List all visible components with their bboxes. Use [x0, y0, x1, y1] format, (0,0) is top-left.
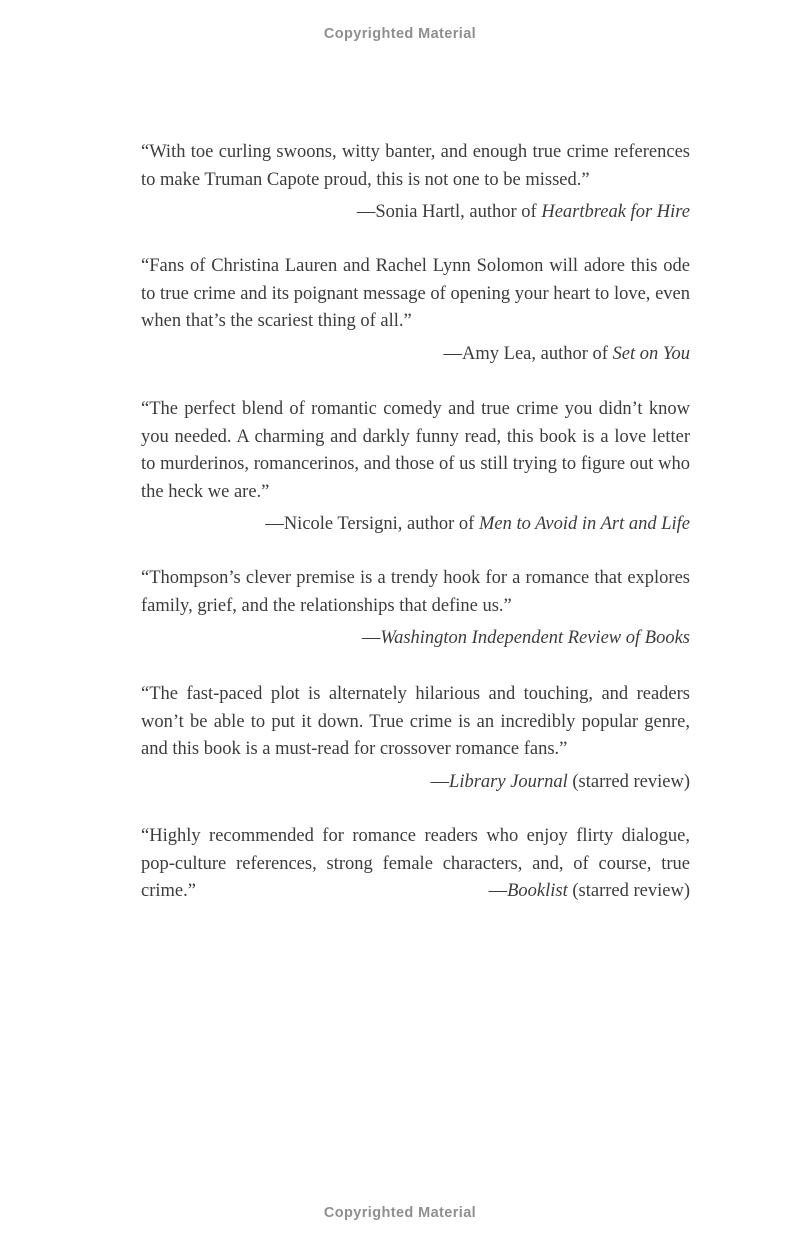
attribution-author: —Sonia Hartl, author of	[356, 202, 542, 222]
attribution-suffix: (starred review)	[567, 771, 690, 792]
quote-text: “The fast-paced plot is alternately hilarious and touching, and readers won’t be able to put it down. True crime is an incredibly popular genre, and this book is a must-read for crossover romance fans.”	[141, 684, 690, 759]
attribution-work-title: Washington Independent Review of Books	[380, 628, 690, 648]
copyright-notice-bottom: Copyrighted Material	[323, 1205, 477, 1221]
quote-block	[141, 139, 690, 227]
attribution-work-title: Men to Avoid in Art and Life	[478, 514, 690, 534]
attribution-dash: —	[361, 628, 381, 648]
quote-text: “With toe curling swoons, witty banter, and enough true crime references to make Truman Capote proud, this is not one to be missed.”	[141, 142, 690, 190]
attribution-author: —Amy Lea, author of	[443, 343, 613, 364]
attribution-work-title: Set on You	[612, 343, 690, 364]
quote-attribution	[141, 199, 690, 227]
attribution-dash: —	[430, 771, 450, 792]
quote-block	[141, 565, 690, 653]
attribution-work-title: Booklist	[507, 881, 568, 901]
quote-text: “Highly recommended for romance readers who enjoy flirty dialogue, pop-culture references, strong female characters, and, of course, true crime.”	[141, 826, 690, 901]
attribution-suffix: (starred review)	[567, 881, 690, 901]
quote-attribution	[141, 341, 690, 369]
attribution-author: —Nicole Tersigni, author of	[265, 514, 479, 534]
quote-text: “Fans of Christina Lauren and Rachel Lynn Solomon will adore this ode to true crime and its poignant message of opening your heart to love, even when that’s the scariest thing of all.”	[141, 256, 690, 331]
quote-block	[141, 253, 690, 368]
quote-text: “Thompson’s clever premise is a trendy hook for a romance that explores family, grief, and the relationships that define us.”	[141, 568, 690, 616]
quote-text: “The perfect blend of romantic comedy and true crime you didn’t know you needed. A charming and darkly funny read, this book is a love letter to murderinos, romancerinos, and those of us still trying to figure out who the heck we are.”	[141, 399, 690, 502]
quote-block	[141, 681, 690, 796]
quote-attribution	[141, 511, 690, 539]
attribution-work-title: Library Journal	[449, 771, 568, 792]
quote-attribution	[141, 625, 690, 653]
quote-block	[141, 396, 690, 539]
attribution-dash: —	[488, 881, 508, 901]
quote-attribution	[141, 878, 690, 906]
quote-attribution	[141, 769, 690, 797]
quote-block	[141, 823, 690, 906]
copyright-notice-top: Copyrighted Material	[323, 26, 477, 42]
attribution-work-title: Heartbreak for Hire	[541, 202, 690, 222]
